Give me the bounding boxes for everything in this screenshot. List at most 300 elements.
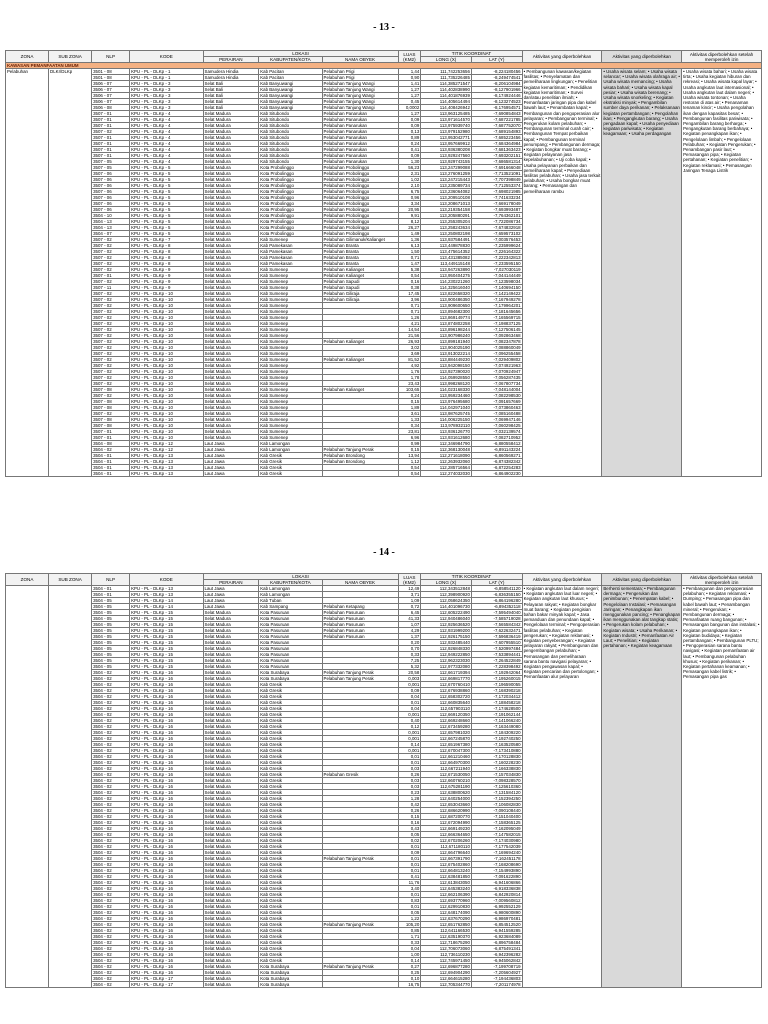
cell-nlp: 3507 - 02	[92, 327, 130, 333]
cell-luas: 1,28	[398, 796, 421, 802]
cell-long: 113,475614352	[421, 249, 472, 255]
cell-luas: 0,10	[398, 976, 421, 982]
cell-kode: KPU - PL - DLKp - 16	[130, 952, 203, 958]
cell-perairan: Selat Madura	[203, 111, 259, 117]
cell-perairan: Selat Madura	[203, 664, 259, 670]
cell-luas: 0,45	[398, 99, 421, 105]
cell-perairan: Samudera Hindia	[203, 75, 259, 81]
cell-lat: -7,685223456	[471, 135, 522, 141]
cell-lat: -6,894352118	[471, 604, 522, 610]
cell-luas: 6,13	[398, 243, 421, 249]
cell-nama-obyek: Pelabuhan Panarukan	[322, 135, 398, 141]
cell-nama-obyek: Pelabuhan Brondong	[322, 459, 398, 465]
cell-luas: 1,36	[398, 237, 421, 243]
cell-nlp: 3507 - 02	[92, 369, 130, 375]
cell-lat: -7,127506145	[471, 327, 522, 333]
cell-kode: KPU - PL - DLKp - 16	[130, 784, 203, 790]
cell-kabupaten: Kota Pasuruan	[259, 664, 322, 670]
cell-nlp: 3507 - 02	[92, 291, 130, 297]
cell-long: 113,874802258	[421, 321, 472, 327]
cell-long: 112,670206260	[421, 838, 472, 844]
cell-lat: -6,986970481	[471, 916, 522, 922]
cell-nlp: 3507 - 01	[92, 153, 130, 159]
cell-perairan: Selat Madura	[203, 862, 259, 868]
cell-perairan: Selat Madura	[203, 880, 259, 886]
cell-lat: -7,689154893	[471, 129, 522, 135]
cell-lat: -7,162451178	[471, 856, 522, 862]
cell-long: 112,693770960	[421, 898, 472, 904]
cell-perairan: Selat Madura	[203, 309, 259, 315]
cell-luas: 3,34	[398, 201, 421, 207]
cell-kode: KPU - PL - DLKp - 16	[130, 898, 203, 904]
cell-nlp: 3504 - 02	[92, 784, 130, 790]
cell-long: 113,822658320	[421, 291, 472, 297]
cell-nama-obyek: Pelabuhan Panarukan	[322, 147, 398, 153]
cell-perairan: Selat Madura	[203, 754, 259, 760]
cell-luas: 1,09	[398, 598, 421, 604]
cell-perairan: Selat Madura	[203, 610, 259, 616]
cell-kabupaten: Kab Situbondo	[259, 135, 322, 141]
cell-perairan: Selat Madura	[203, 231, 259, 237]
cell-luas: 14,54	[398, 327, 421, 333]
cell-nlp: 3507 - 01	[92, 141, 130, 147]
cell-luas: 5,32	[398, 664, 421, 670]
cell-kabupaten: Kab Situbondo	[259, 123, 322, 129]
cell-perairan: Selat Madura	[203, 399, 259, 405]
cell-kabupaten: Kab Lamongan	[259, 592, 322, 598]
cell-long: 112,638481850	[421, 874, 472, 880]
cell-long: 112,271618090	[421, 453, 472, 459]
cell-luas: 0,04	[398, 694, 421, 700]
cell-kode: KPU - PL - DLKp - 16	[130, 808, 203, 814]
cell-nlp: 3507 - 01	[92, 111, 130, 117]
cell-luas: 21,56	[398, 333, 421, 339]
cell-perairan: Selat Madura	[203, 868, 259, 874]
cell-nlp: 3504 - 01	[92, 465, 130, 471]
cell-kode: KPU - PL - DLKp - 5	[130, 219, 203, 225]
cell-kode: KPU - PL - DLKp - 9	[130, 273, 203, 279]
cell-kabupaten: Kab Sumenep	[259, 423, 322, 429]
cell-lat: -7,596836419	[471, 634, 522, 640]
cell-nlp: 3506 - 07	[92, 87, 130, 93]
cell-lat: -7,168208690	[471, 862, 522, 868]
cell-long: 112,694904290	[421, 970, 472, 976]
header-izin: Aktivitas diperbolehkan setelah memperoleh izin	[682, 574, 762, 586]
cell-long: 113,250802198	[421, 231, 472, 237]
cell-kabupaten: Kota Probolinggo	[259, 201, 322, 207]
cell-long: 114,325616040	[421, 285, 472, 291]
cell-lat: -7,162095049	[471, 826, 522, 832]
cell-kabupaten: Kab Gresik	[259, 766, 322, 772]
cell-lat: -6,880558412	[471, 441, 522, 447]
cell-nama-obyek: Pelabuhan Branta	[322, 255, 398, 261]
cell-bersyarat: • Usaha wisata selam; • Usaha wisata selancar; • Usaha wisata olahraga air; • Usaha wisata memancing; • Usaha wisata bahari; • Usaha wisata kapal pesiar; • Usaha wisata berenang; • Usaha wisata snorkeling; • Kegiatan ekstraksi minyak; • Pengambilan sumber daya perikanan; • Pelaksanaan kegiatan pertambangan; • Pengolahan ikan; • Pengangkutan barang; • Usaha pengadaan kapal; • Usaha penyediaan kegiatan pariwisata; • Kegiatan keagamaan; • Usaha perdagangan	[602, 69, 682, 477]
cell-luas: 1,50	[398, 249, 421, 255]
header-kode: KODE	[130, 574, 203, 586]
cell-luas: 0,03	[398, 784, 421, 790]
cell-long: 113,959234460	[421, 393, 472, 399]
cell-zona	[6, 586, 49, 988]
cell-kabupaten: Kab Sumenep	[259, 279, 322, 285]
cell-nlp: 3507 - 02	[92, 363, 130, 369]
cell-kabupaten: Kab Gresik	[259, 928, 322, 934]
cell-nlp: 3504 - 02	[92, 676, 130, 682]
cell-nama-obyek	[322, 982, 398, 988]
cell-kabupaten: Kota Probolinggo	[259, 195, 322, 201]
cell-luas: 0,89	[398, 135, 421, 141]
cell-luas: 105,20	[398, 922, 421, 928]
cell-luas: 0,0002	[398, 105, 421, 111]
cell-lat: -7,741633234	[471, 195, 522, 201]
cell-perairan: Selat Madura	[203, 790, 259, 796]
cell-perairan: Selat Madura	[203, 417, 259, 423]
cell-long: 112,641166530	[421, 928, 472, 934]
cell-kode: KPU - PL - DLKp - 16	[130, 874, 203, 880]
cell-kode: KPU - PL - DLKp - 16	[130, 826, 203, 832]
cell-luas: 0,33	[398, 652, 421, 658]
cell-lat: -6,896758484	[471, 940, 522, 946]
cell-nlp: 3504 - 05	[92, 622, 130, 628]
cell-lat: -7,091657669	[471, 399, 522, 405]
cell-lat: -7,165569715	[471, 315, 522, 321]
cell-luas: 103,65	[398, 387, 421, 393]
cell-kode: KPU - PL - DLKp - 16	[130, 802, 203, 808]
cell-nlp: 3507 - 02	[92, 345, 130, 351]
cell-nama-obyek: Pelabuhan Probolinggo	[322, 195, 398, 201]
cell-luas: 0,14	[398, 742, 421, 748]
cell-kode: KPU - PL - DLKp - 15	[130, 622, 203, 628]
cell-luas: 1,26	[398, 315, 421, 321]
cell-long: 113,431385082	[421, 255, 472, 261]
cell-lat: -7,147582015	[471, 832, 522, 838]
cell-nlp: 3504 - 02	[92, 826, 130, 832]
cell-kabupaten: Kab Gresik	[259, 742, 322, 748]
cell-lat: -7,722086734	[471, 219, 522, 225]
cell-kode: KPU - PL - DLKp - 5	[130, 213, 203, 219]
cell-luas: 0,001	[398, 682, 421, 688]
cell-kabupaten: Kab Gresik	[259, 772, 322, 778]
cell-perairan: Selat Madura	[203, 147, 259, 153]
cell-lat: -6,864902230	[471, 471, 522, 477]
cell-nlp: 3507 - 02	[92, 255, 130, 261]
cell-perairan: Selat Madura	[203, 411, 259, 417]
cell-kabupaten: Kab Gresik	[259, 916, 322, 922]
cell-perairan: Selat Madura	[203, 273, 259, 279]
cell-nlp: 3504 - 02	[92, 868, 130, 874]
cell-lat: -7,684364984	[471, 141, 522, 147]
cell-lat: -6,923684089	[471, 934, 522, 940]
cell-kabupaten: Kota Probolinggo	[259, 177, 322, 183]
cell-kode: KPU - PL - DLKp - 13	[130, 592, 203, 598]
cell-long: 113,236064082	[421, 189, 472, 195]
header-nama-obyek: NAMA OBYEK	[322, 57, 398, 63]
cell-nlp: 3504 - 05	[92, 652, 130, 658]
cell-nlp: 3504 - 01	[92, 586, 130, 592]
cell-nama-obyek: Pelabuhan Panarukan	[322, 129, 398, 135]
header-long: LONG (X)	[421, 580, 472, 586]
cell-long: 112,675281190	[421, 784, 472, 790]
cell-long: 112,657981020	[421, 730, 472, 736]
cell-kabupaten: Kab Gresik	[259, 910, 322, 916]
cell-kode: KPU - PL - DLKp - 16	[130, 694, 203, 700]
cell-luas: 0,09	[398, 153, 421, 159]
cell-perairan: Laut Jawa	[203, 441, 259, 447]
cell-long: 113,927390020	[421, 369, 472, 375]
cell-long: 113,947263890	[421, 267, 472, 273]
cell-perairan: Selat Madura	[203, 616, 259, 622]
cell-perairan: Selat Madura	[203, 922, 259, 928]
cell-lat: -6,854512520	[471, 922, 522, 928]
cell-perairan: Selat Madura	[203, 802, 259, 808]
cell-long: 112,670760410	[421, 682, 472, 688]
cell-nlp: 3506 - 07	[92, 81, 130, 87]
cell-kode: KPU - PL - DLKp - 10	[130, 351, 203, 357]
cell-kabupaten: Kab Gresik	[259, 820, 322, 826]
cell-nlp: 3504 - 02	[92, 712, 130, 718]
cell-perairan: Selat Madura	[203, 904, 259, 910]
cell-luas: 0,71	[398, 309, 421, 315]
cell-kabupaten: Kota Probolinggo	[259, 189, 322, 195]
cell-kode: KPU - PL - DLKp - 3	[130, 81, 203, 87]
cell-kabupaten: Kab Sumenep	[259, 357, 322, 363]
cell-kabupaten: Kab Sumenep	[259, 291, 322, 297]
cell-nlp: 3507 - 06	[92, 171, 130, 177]
cell-nlp: 3507 - 02	[92, 339, 130, 345]
cell-kode: KPU - PL - DLKp - 9	[130, 285, 203, 291]
cell-long: 112,696877280	[421, 964, 472, 970]
cell-kode: KPU - PL - DLKp - 16	[130, 892, 203, 898]
cell-nlp: 3507 - 02	[92, 297, 130, 303]
cell-kabupaten: Kota Probolinggo	[259, 219, 322, 225]
cell-nlp: 3507 - 02	[92, 267, 130, 273]
cell-nlp: 3504 - 05	[92, 610, 130, 616]
cell-lat: -7,170128830	[471, 754, 522, 760]
cell-nama-obyek: Pelabuhan Probolinggo	[322, 165, 398, 171]
cell-kode: KPU - PL - DLKp - 16	[130, 676, 203, 682]
cell-nlp: 3507 - 06	[92, 201, 130, 207]
cell-luas: 0,01	[398, 700, 421, 706]
cell-long: 114,059928550	[421, 375, 472, 381]
cell-kode: KPU - PL - DLKp - 3	[130, 93, 203, 99]
cell-lat: -7,056287435	[471, 375, 522, 381]
cell-nlp: 3504 - 02	[92, 730, 130, 736]
cell-perairan: Selat Madura	[203, 682, 259, 688]
cell-lat: -8,249474541	[471, 75, 522, 81]
cell-kode: KPU - PL - DLKp - 10	[130, 339, 203, 345]
cell-long: 113,209510108	[421, 195, 472, 201]
cell-long: 112,669248660	[421, 718, 472, 724]
cell-kabupaten: Kota Probolinggo	[259, 171, 322, 177]
cell-lat: -8,123274523	[471, 99, 522, 105]
cell-kabupaten: Kab Sumenep	[259, 435, 322, 441]
cell-kabupaten: Kab Tuban	[259, 598, 322, 604]
cell-kode: KPU - PL - DLKp - 15	[130, 634, 203, 640]
cell-lat: -7,088860049	[471, 345, 522, 351]
cell-perairan: Selat Madura	[203, 351, 259, 357]
cell-nlp: 3507 - 01	[92, 135, 130, 141]
cell-kode: KPU - PL - DLKp - 16	[130, 724, 203, 730]
cell-nlp: 3504 - 01	[92, 592, 130, 598]
cell-luas: 0,20	[398, 640, 421, 646]
zoning-table-page-14	[5, 573, 762, 988]
cell-long: 113,208671013	[421, 201, 472, 207]
cell-perairan: Selat Madura	[203, 201, 259, 207]
cell-nlp: 3504 - 02	[92, 940, 130, 946]
cell-kode: KPU - PL - DLKp - 4	[130, 147, 203, 153]
cell-luas: 3,69	[398, 351, 421, 357]
cell-luas: 0,001	[398, 730, 421, 736]
cell-nlp: 3507 - 02	[92, 279, 130, 285]
cell-luas: 1,12	[398, 459, 421, 465]
cell-nlp: 3504 - 02	[92, 670, 130, 676]
cell-long: 112,687200770	[421, 814, 472, 820]
cell-long: 112,651967380	[421, 742, 472, 748]
cell-long: 112,664813240	[421, 868, 472, 874]
cell-zona: Pelabuhan	[6, 69, 49, 477]
cell-luas: 1,37	[398, 634, 421, 640]
cell-long: 112,285716564	[421, 465, 472, 471]
cell-perairan: Selat Madura	[203, 928, 259, 934]
cell-nama-obyek: Pelabuhan Kalianget	[322, 273, 398, 279]
cell-perairan: Selat Madura	[203, 387, 259, 393]
cell-kabupaten: Kab Banyuwangi	[259, 105, 322, 111]
cell-lat: -6,980600890	[471, 910, 522, 916]
cell-perairan: Selat Madura	[203, 778, 259, 784]
cell-nama-obyek: Pelabuhan Probolinggo	[322, 201, 398, 207]
cell-kabupaten: Kota Pasuruan	[259, 646, 322, 652]
cell-kode: KPU - PL - DLKp - 13	[130, 453, 203, 459]
cell-luas: 1,89	[398, 405, 421, 411]
cell-lat: -6,860569271	[471, 453, 522, 459]
cell-luas: 8,12	[398, 219, 421, 225]
cell-lat: -7,157034830	[471, 772, 522, 778]
cell-luas: 0,99	[398, 441, 421, 447]
cell-long: 114,042971040	[421, 405, 472, 411]
cell-nlp: 3507 - 02	[92, 315, 130, 321]
header-lat: LAT (Y)	[471, 57, 522, 63]
cell-long: 114,401876939	[421, 93, 472, 99]
cell-kabupaten: Kab Gresik	[259, 700, 322, 706]
cell-nlp: 3504 - 02	[92, 946, 130, 952]
cell-kode: KPU - PL - DLKp - 16	[130, 856, 203, 862]
cell-lat: -6,942396282	[471, 952, 522, 958]
cell-kabupaten: Kab Gresik	[259, 940, 322, 946]
cell-nama-obyek: Pelabuhan Giliraja	[322, 297, 398, 303]
cell-kabupaten: Kab Sumenep	[259, 351, 322, 357]
cell-perairan: Laut Jawa	[203, 453, 259, 459]
cell-lat: -6,941606866	[471, 880, 522, 886]
cell-nama-obyek: Pelabuhan Probolinggo	[322, 231, 398, 237]
cell-lat: -7,235999624	[471, 243, 522, 249]
cell-luas: 81,52	[398, 357, 421, 363]
cell-kode: KPU - PL - DLKp - 10	[130, 399, 203, 405]
cell-perairan: Selat Madura	[203, 898, 259, 904]
cell-luas: 41,33	[398, 616, 421, 622]
cell-perairan: Selat Madura	[203, 646, 259, 652]
cell-nlp: 3504 - 02	[92, 748, 130, 754]
cell-nama-obyek: Pelabuhan Gilimanuk/Kalianget	[322, 237, 398, 243]
cell-kabupaten: Kab Lamongan	[259, 441, 322, 447]
cell-nlp: 3504 - 01	[92, 471, 130, 477]
cell-kabupaten: Kab Gresik	[259, 850, 322, 856]
cell-kode: KPU - PL - DLKp - 4	[130, 111, 203, 117]
cell-nama-obyek: Pelabuhan Tanjung Wangi	[322, 81, 398, 87]
cell-luas: 3,02	[398, 345, 421, 351]
cell-kode: KPU - PL - DLKp - 10	[130, 381, 203, 387]
cell-nama-obyek: Pelabuhan Gresik	[322, 772, 398, 778]
cell-kabupaten: Kab Gresik	[259, 856, 322, 862]
cell-kode: KPU - PL - DLKp - 10	[130, 387, 203, 393]
cell-lat: -6,874382342	[471, 459, 522, 465]
cell-perairan: Selat Madura	[203, 129, 259, 135]
cell-nlp: 3506 - 08	[92, 105, 130, 111]
cell-luas: 0,05	[398, 910, 421, 916]
cell-long: 113,896198244	[421, 327, 472, 333]
cell-lat: -6,872254283	[471, 465, 522, 471]
cell-long: 113,449878830	[421, 243, 472, 249]
header-lokasi: LOKASI	[203, 51, 398, 57]
cell-perairan: Selat Madura	[203, 363, 259, 369]
cell-nlp: 3501 - 08	[92, 69, 130, 75]
cell-perairan: Selat Madura	[203, 369, 259, 375]
cell-kabupaten: Kab Gresik	[259, 934, 322, 940]
cell-lat: -7,067807734	[471, 381, 522, 387]
cell-luas: 0,03	[398, 778, 421, 784]
cell-luas: 0,16	[398, 279, 421, 285]
cell-nlp: 3507 - 02	[92, 243, 130, 249]
cell-nlp: 3507 - 08	[92, 417, 130, 423]
cell-kode: KPU - PL - DLKp - 10	[130, 345, 203, 351]
cell-perairan: Laut Jawa	[203, 586, 259, 592]
cell-kode: KPU - PL - DLKp - 3	[130, 105, 203, 111]
cell-kabupaten: Kab Sumenep	[259, 273, 322, 279]
cell-lat: -7,196590055	[471, 682, 522, 688]
cell-kabupaten: Kab Sumenep	[259, 399, 322, 405]
cell-perairan: Laut Jawa	[203, 459, 259, 465]
cell-long: 112,657903110	[421, 706, 472, 712]
cell-perairan: Selat Madura	[203, 297, 259, 303]
header-izin: Aktivitas diperbolehkan setelah memperoleh izin	[682, 51, 762, 63]
cell-kabupaten: Kab Pacitan	[259, 69, 322, 75]
cell-nlp: 3504 - 02	[92, 808, 130, 814]
cell-nama-obyek: Pelabuhan Panarukan	[322, 141, 398, 147]
cell-nama-obyek: Pelabuhan Probolinggo	[322, 207, 398, 213]
cell-luas: 0,25	[398, 970, 421, 976]
cell-kabupaten: Kab Gresik	[259, 682, 322, 688]
cell-long: 112,745971450	[421, 958, 472, 964]
cell-kode: KPU - PL - DLKp - 13	[130, 586, 203, 592]
cell-perairan: Selat Madura	[203, 303, 259, 309]
cell-nlp: 3507 - 08	[92, 405, 130, 411]
cell-luas: 0,85	[398, 928, 421, 934]
cell-kode: KPU - PL - DLKp - 5	[130, 201, 203, 207]
cell-luas: 26,27	[398, 225, 421, 231]
cell-kode: KPU - PL - DLKp - 4	[130, 117, 203, 123]
cell-perairan: Selat Madura	[203, 381, 259, 387]
cell-long: 112,343512848	[421, 586, 472, 592]
cell-long: 112,925636520	[421, 622, 472, 628]
cell-long: 112,605222490	[421, 610, 472, 616]
cell-kabupaten: Kab Gresik	[259, 946, 322, 952]
cell-kode: KPU - PL - DLKp - 15	[130, 628, 203, 634]
cell-luas: 1,00	[398, 952, 421, 958]
cell-long: 113,894682300	[421, 309, 472, 315]
cell-kode: KPU - PL - DLKp - 15	[130, 664, 203, 670]
cell-long: 113,963125485	[421, 111, 472, 117]
cell-nlp: 3504 - 02	[92, 688, 130, 694]
cell-kabupaten: Kab Gresik	[259, 706, 322, 712]
cell-long: 112,673459280	[421, 724, 472, 730]
